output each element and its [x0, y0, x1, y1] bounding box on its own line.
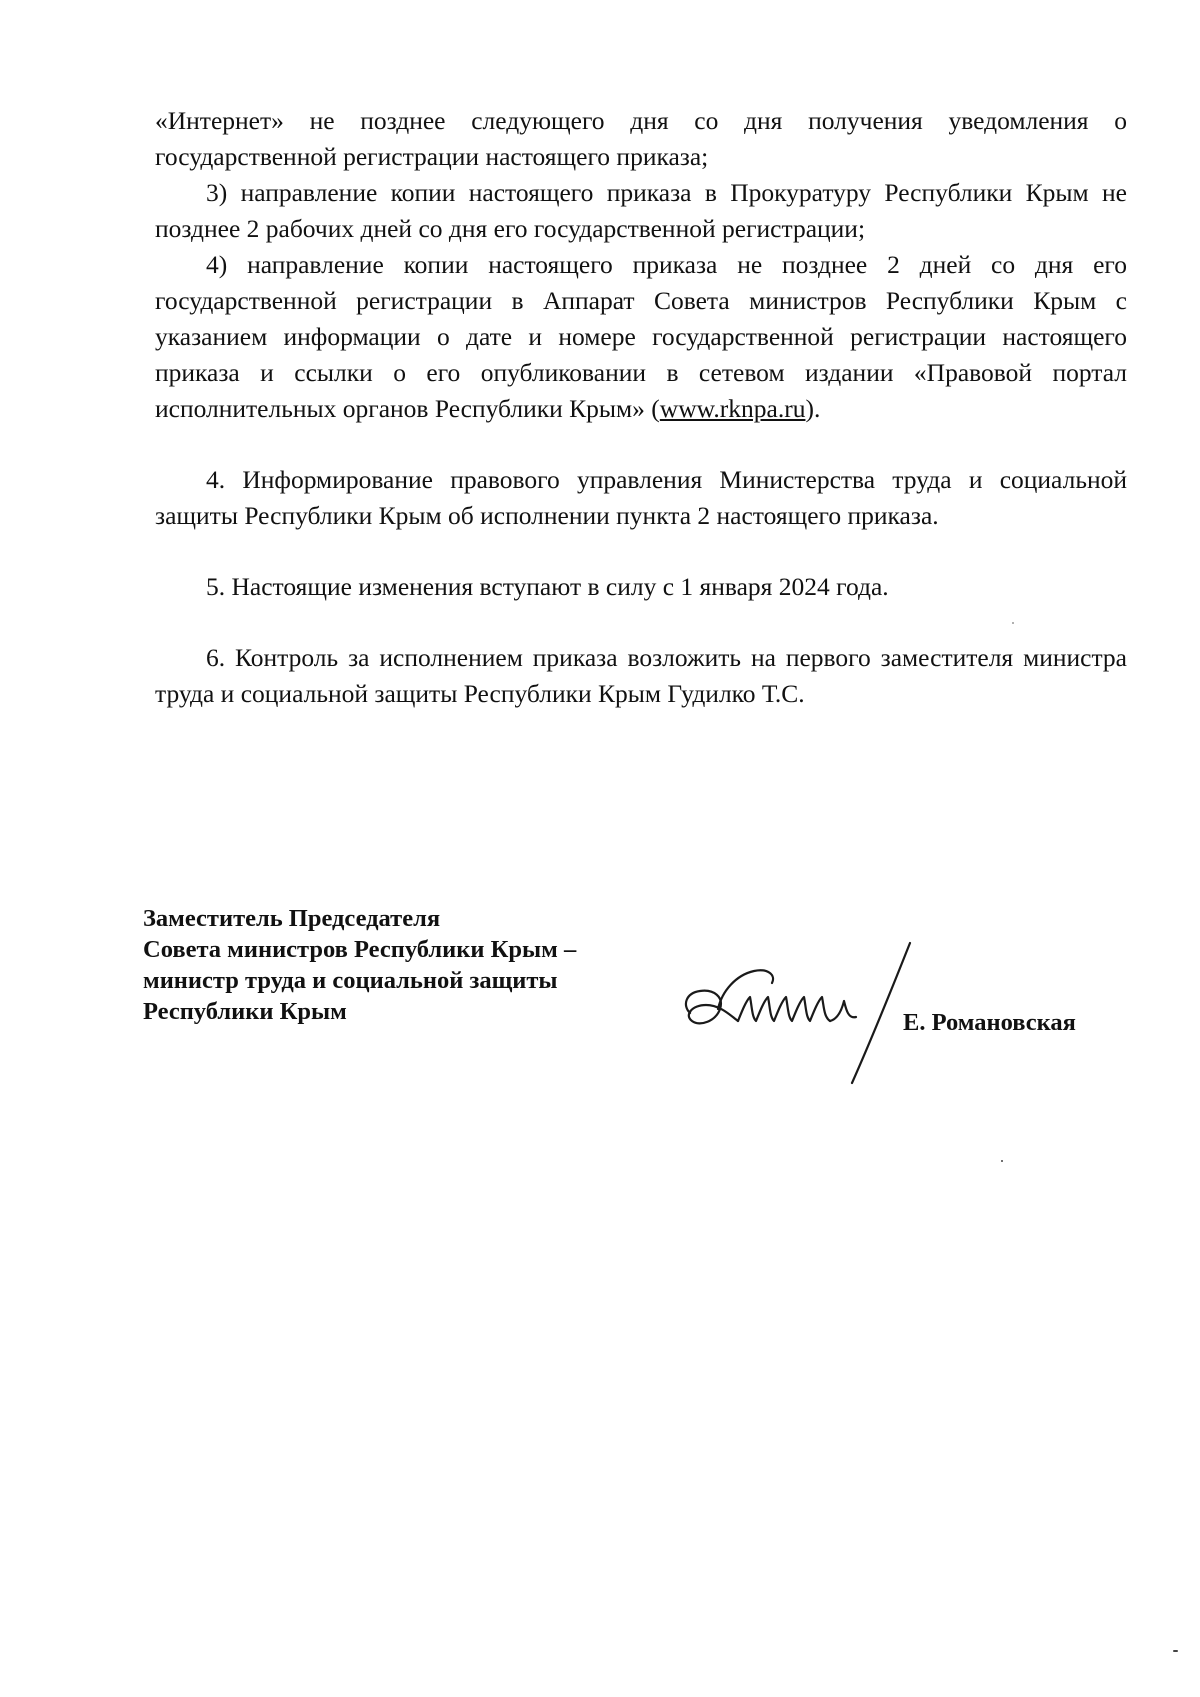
signatory-title-line: министр труда и социальной защиты — [143, 967, 558, 994]
document-body — [155, 103, 1127, 712]
handwritten-signature — [680, 935, 930, 1085]
scan-speck — [1012, 622, 1014, 624]
paragraph-effective-date: 5. Настоящие изменения вступают в силу с 1 января 2024 года. — [206, 572, 889, 601]
signatory-title-line: Заместитель Председателя — [143, 905, 441, 932]
scan-speck — [1001, 1160, 1003, 1162]
paragraph-council-copy-text: 4) направление копии настоящего приказа не позднее 2 дней со дня его государственной регистрации в Аппарат Совета министров Республики Крым с указанием информации о дате и номере государственной регистрации настоящего приказа и ссылки о его опубликовании в сетевом издании «Правовой портал исполнительных органов Республики Крым» ( — [155, 250, 1127, 423]
paragraph-prosecutor-copy: 3) направление копии настоящего приказа в Прокуратуру Республики Крым не позднее 2 рабочих дней со дня его государственной регистрации; — [155, 178, 1127, 243]
paragraph-internet-publication: «Интернет» не позднее следующего дня со дня получения уведомления о государственной регистрации настоящего приказа; — [155, 106, 1127, 171]
paragraph-council-copy — [155, 247, 1127, 427]
paragraph-legal-department: 4. Информирование правового управления Министерства труда и социальной защиты Республики Крым об исполнении пункта 2 настоящего приказа. — [155, 465, 1127, 530]
signatory-name: Е. Романовская — [903, 1009, 1076, 1036]
portal-link[interactable]: www.rknpa.ru — [659, 394, 806, 423]
signatory-title-line: Республики Крым — [143, 998, 347, 1025]
scan-speck — [1173, 1650, 1178, 1652]
signatory-title-line: Совета министров Республики Крым – — [143, 936, 577, 963]
paragraph-council-copy-end: ). — [805, 394, 821, 423]
signatory-title — [143, 903, 576, 1027]
paragraph-control: 6. Контроль за исполнением приказа возложить на первого заместителя министра труда и социальной защиты Республики Крым Гудилко Т.С. — [155, 643, 1127, 708]
